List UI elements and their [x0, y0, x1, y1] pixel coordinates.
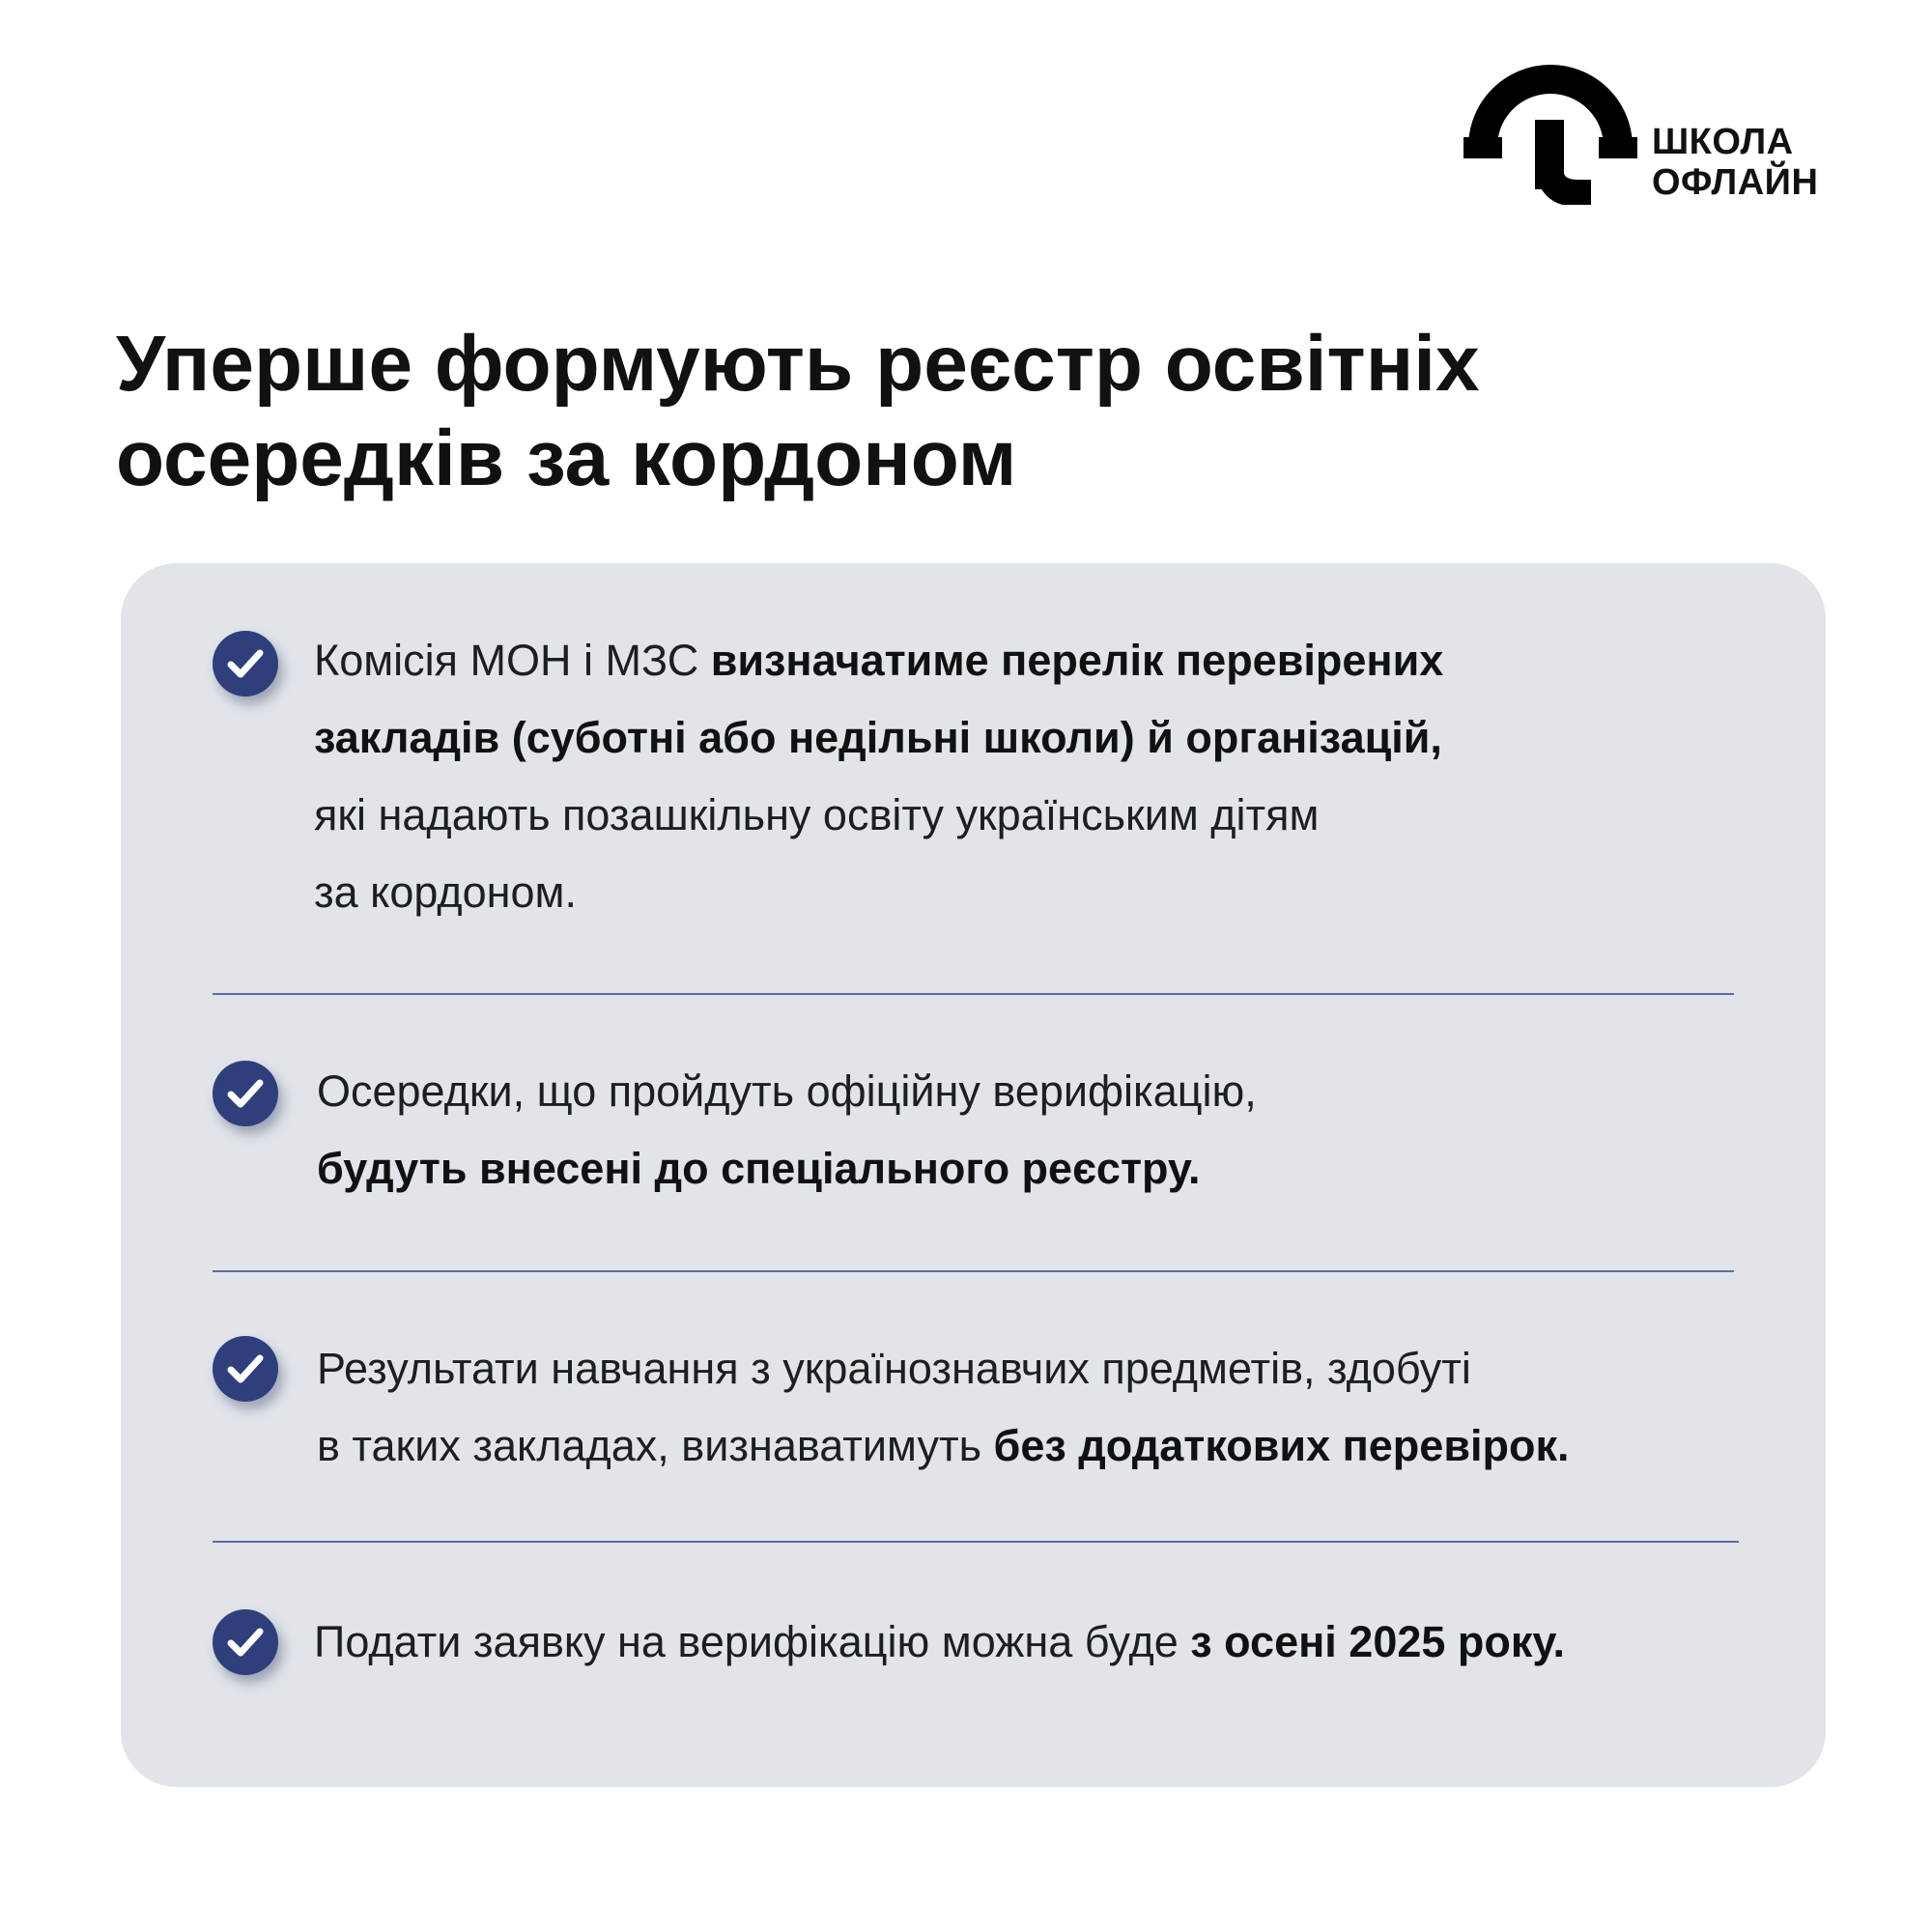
text-line	[314, 699, 1443, 777]
plain-text: за кордоном.	[314, 867, 577, 917]
plain-text: Результати навчання з українознавчих предметів, здобуті	[317, 1344, 1471, 1393]
plain-text: Осередки, що пройдуть офіційну верифікацію,	[317, 1066, 1257, 1116]
bold-text: без додаткових перевірок.	[993, 1421, 1570, 1470]
text-line	[317, 1407, 1570, 1485]
text-line	[314, 854, 1443, 931]
text-line	[317, 1130, 1257, 1208]
info-card	[121, 563, 1826, 1787]
check-circle-icon	[213, 1061, 278, 1126]
list-item-text	[314, 622, 1443, 931]
page-title-line-2: осередків за кордоном	[116, 414, 1017, 502]
logo-line-2: ОФЛАЙН	[1652, 162, 1819, 203]
bold-text: будуть внесені до спеціального реєстру.	[317, 1144, 1201, 1193]
text-line	[314, 622, 1443, 699]
check-circle-icon	[213, 1336, 278, 1402]
divider	[213, 993, 1734, 995]
plain-text: в таких закладах, визнаватимуть	[317, 1421, 994, 1470]
page-title	[116, 317, 1758, 506]
list-item-text	[314, 1604, 1565, 1681]
divider	[213, 1270, 1734, 1272]
divider	[213, 1541, 1739, 1543]
plain-text: Подати заявку на верифікацію можна буде	[314, 1617, 1191, 1666]
text-line	[314, 777, 1443, 854]
check-circle-icon	[213, 631, 278, 696]
bold-text: з осені 2025 року.	[1190, 1617, 1565, 1666]
logo-wordmark	[1652, 122, 1818, 203]
text-line	[317, 1053, 1257, 1130]
list-item-text	[317, 1053, 1257, 1208]
text-line	[317, 1330, 1570, 1407]
plain-text: Комісія МОН і МЗС	[314, 636, 711, 685]
text-line	[314, 1604, 1565, 1681]
check-circle-icon	[213, 1609, 278, 1675]
list-item-text	[317, 1330, 1570, 1485]
school-offline-logo-icon	[1463, 60, 1637, 205]
brand-logo	[1463, 60, 1821, 205]
logo-line-1: ШКОЛА	[1652, 122, 1794, 162]
bold-text: закладів (суботні або недільні школи) й організацій,	[314, 713, 1442, 762]
plain-text: які надають позашкільну освіту українським дітям	[314, 790, 1320, 839]
page-title-line-1: Уперше формують реєстр освітніх	[116, 320, 1480, 408]
bold-text: визначатиме перелік перевірених	[710, 636, 1444, 685]
